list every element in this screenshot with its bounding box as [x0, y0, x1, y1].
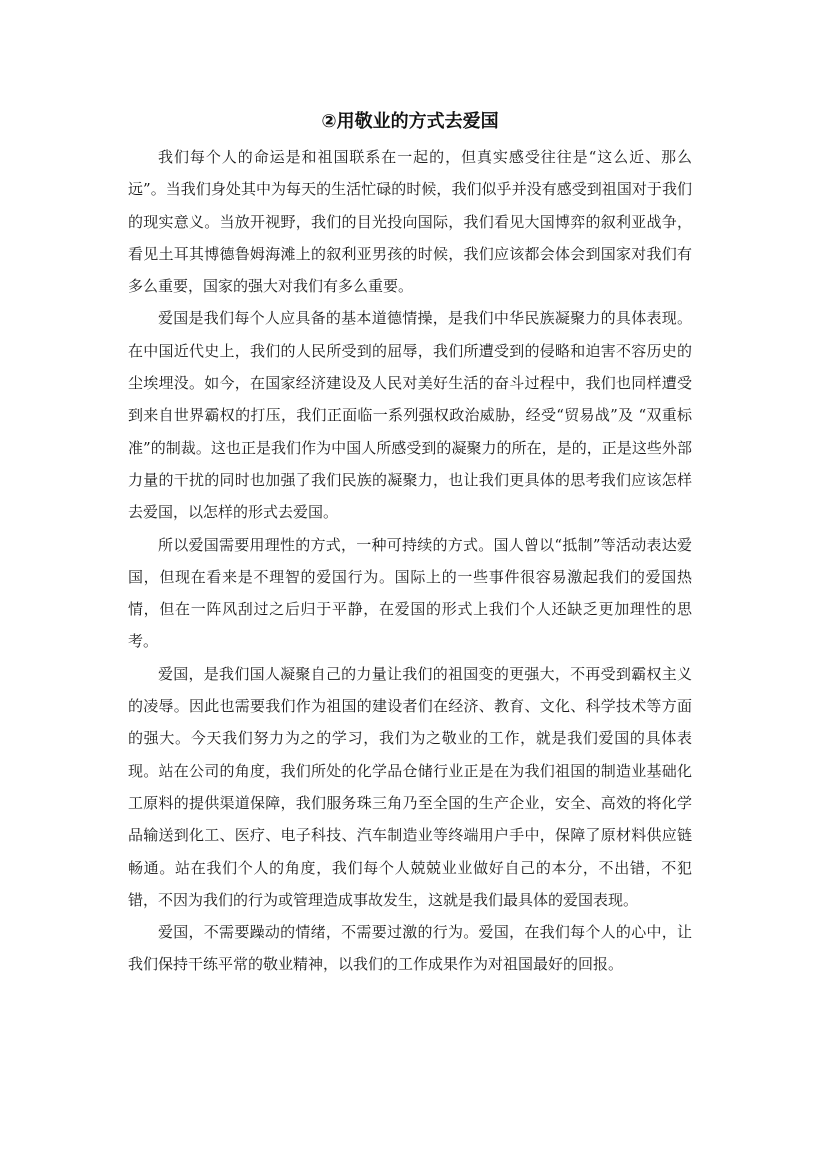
paragraph-3: 所以爱国需要用理性的方式，一种可持续的方式。国人曾以“抵制”等活动表达爱国，但现在看来是不理智的爱国行为。国际上的一些事件很容易激起我们的爱国热情，但在一阵风刮过之后归于平静，在爱国的形式上我们个人还缺乏更加理性的思考。	[128, 535, 692, 651]
paragraph-4: 爱国，是我们国人凝聚自己的力量让我们的祖国变的更强大，不再受到霸权主义的凌辱。因此也需要我们作为祖国的建设者们在经济、教育、文化、科学技术等方面的强大。今天我们努力为之的学习，我们为之敬业的工作，就是我们爱国的具体表现。站在公司的角度，我们所处的化学品仓储行业正是在为我们祖国的制造业基础化工原料的提供渠道保障，我们服务珠三角乃至全国的生产企业，安全、高效的将化学品输送到化工、医疗、电子科技、汽车制造业等终端用户手中，保障了原材料供应链畅通。站在我们个人的角度，我们每个人兢兢业业做好自己的本分，不出错，不犯错，不因为我们的行为或管理造成事故发生，这就是我们最具体的爱国表现。	[128, 664, 692, 909]
paragraph-1: 我们每个人的命运是和祖国联系在一起的，但真实感受往往是“这么近、那么远”。当我们身处其中为每天的生活忙碌的时候，我们似乎并没有感受到祖国对于我们的现实意义。当放开视野，我们的目光投向国际，我们看见大国博弈的叙利亚战争，看见土耳其博德鲁姆海滩上的叙利亚男孩的时候，我们应该都会体会到国家对我们有多么重要，国家的强大对我们有多么重要。	[128, 148, 692, 296]
paragraph-2: 爱国是我们每个人应具备的基本道德情操，是我们中华民族凝聚力的具体表现。在中国近代史上，我们的人民所受到的屈辱，我们所遭受到的侵略和迫害不容历史的尘埃埋没。如今，在国家经济建设及人民对美好生活的奋斗过程中，我们也同样遭受到来自世界霸权的打压，我们正面临一系列强权政治威胁，经受“贸易战”及 “双重标准”的制裁。这也正是我们作为中国人所感受到的凝聚力的所在，是的，正是这些外部力量的干扰的同时也加强了我们民族的凝聚力，也让我们更具体的思考我们应该怎样去爱国，以怎样的形式去爱国。	[128, 309, 692, 522]
paragraph-5: 爱国，不需要躁动的情绪，不需要过激的行为。爱国，在我们每个人的心中，让我们保持干练平常的敬业精神，以我们的工作成果作为对祖国最好的回报。	[128, 923, 692, 974]
document-body	[128, 108, 692, 981]
document-title: ②用敬业的方式去爱国	[321, 111, 499, 132]
